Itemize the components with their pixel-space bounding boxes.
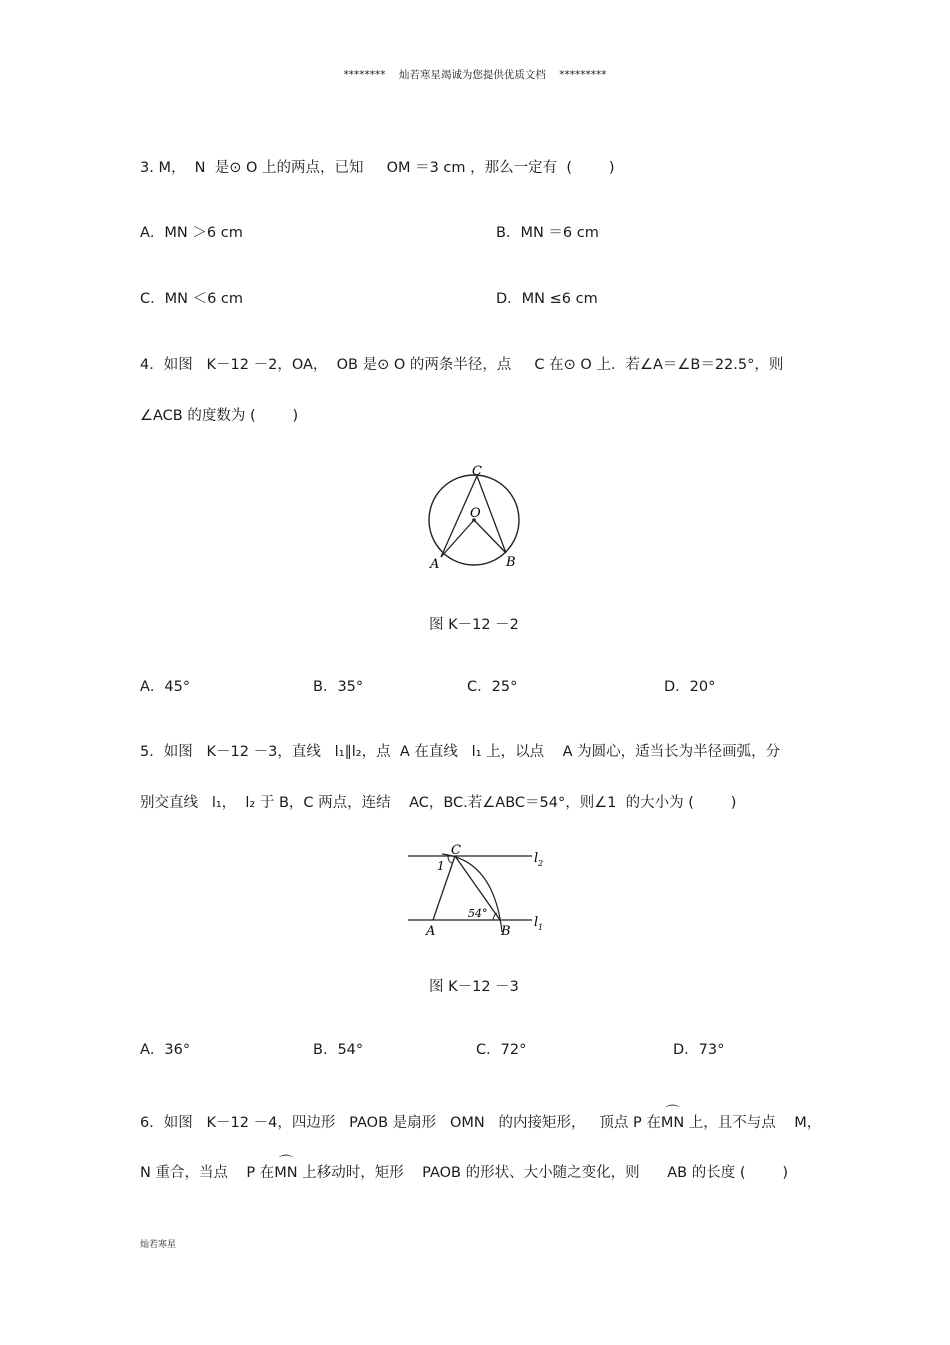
q5-stem-line2: 别交直线 l₁， l₂ 于 B，C 两点，连结 AC，BC.若∠ABC＝54°，则∠1 的大小为 ( ) xyxy=(140,795,737,811)
label-l1: l xyxy=(534,915,539,930)
label-b: B xyxy=(501,924,511,939)
figure-caption-k12-3: 图 K－12 －3 xyxy=(429,979,519,995)
label-l2-sub: 2 xyxy=(538,859,544,868)
q6-stem-line2 xyxy=(140,1163,788,1183)
q4-stem-line2: ∠ACB 的度数为 ( ) xyxy=(140,408,299,424)
q4-option-a: A．45° xyxy=(140,679,191,695)
q6-line2-part-b: 上移动时，矩形 PAOB 的形状、大小随之变化，则 AB 的长度 ( ) xyxy=(297,1165,789,1181)
label-o: O xyxy=(470,506,481,521)
label-a: A xyxy=(426,924,436,939)
figure-caption-k12-2: 图 K－12 －2 xyxy=(429,617,519,633)
label-c: C xyxy=(451,843,461,858)
label-b: B xyxy=(506,555,516,570)
q3-stem: 3. M， N 是⊙ O 上的两点，已知 OM ＝3 cm ，那么一定有 ( ) xyxy=(140,160,615,176)
label-angle-1: 1 xyxy=(437,859,445,873)
figure-k12-2 xyxy=(420,460,530,575)
q4-stem-line1: 4．如图 K－12 －2，OA， OB 是⊙ O 的两条半径，点 C 在⊙ O 上．若∠A＝∠B＝22.5°，则 xyxy=(140,357,784,373)
q6-stem-line1 xyxy=(140,1113,821,1133)
q6-line1-part-b: 上，且不与点 M， xyxy=(684,1115,822,1131)
label-a: A xyxy=(430,557,440,572)
q5-option-b: B．54° xyxy=(313,1042,364,1058)
segment-ob xyxy=(474,520,506,553)
q4-option-d: D．20° xyxy=(664,679,716,695)
q3-option-b: B．MN ＝6 cm xyxy=(496,225,599,241)
q4-option-c: C．25° xyxy=(467,679,518,695)
q5-stem-line1: 5．如图 K－12 －3，直线 l₁∥l₂，点 A 在直线 l₁ 上，以点 A 为圆心，适当长为半径画弧，分 xyxy=(140,744,781,760)
segment-cb xyxy=(477,476,506,553)
page-header: ******** 灿若寒星竭诚为您提供优质文档 ********* xyxy=(343,69,607,81)
arc-mn: ⌒ MN xyxy=(274,1165,297,1181)
page-footer: 灿若寒星 xyxy=(140,1240,177,1250)
q6-line2-part-a: N 重合，当点 P 在 xyxy=(140,1165,275,1181)
q3-option-d: D．MN ≤6 cm xyxy=(496,291,598,307)
q3-option-c: C．MN ＜6 cm xyxy=(140,291,244,307)
q4-option-b: B．35° xyxy=(313,679,364,695)
arc-mn: ⌒ MN xyxy=(661,1115,684,1131)
label-angle-54: 54° xyxy=(468,907,488,920)
label-c: C xyxy=(472,464,482,479)
q5-option-a: A．36° xyxy=(140,1042,191,1058)
label-l2: l xyxy=(534,851,539,866)
q6-line1-part-a: 6．如图 K－12 －4，四边形 PAOB 是扇形 OMN 的内接矩形， 顶点 P 在 xyxy=(140,1115,661,1131)
q3-option-a: A．MN ＞6 cm xyxy=(140,225,243,241)
q5-option-d: D．73° xyxy=(673,1042,725,1058)
q5-option-c: C．72° xyxy=(476,1042,527,1058)
label-l1-sub: 1 xyxy=(538,923,544,932)
segment-oa xyxy=(441,520,474,557)
figure-k12-3 xyxy=(402,840,562,940)
